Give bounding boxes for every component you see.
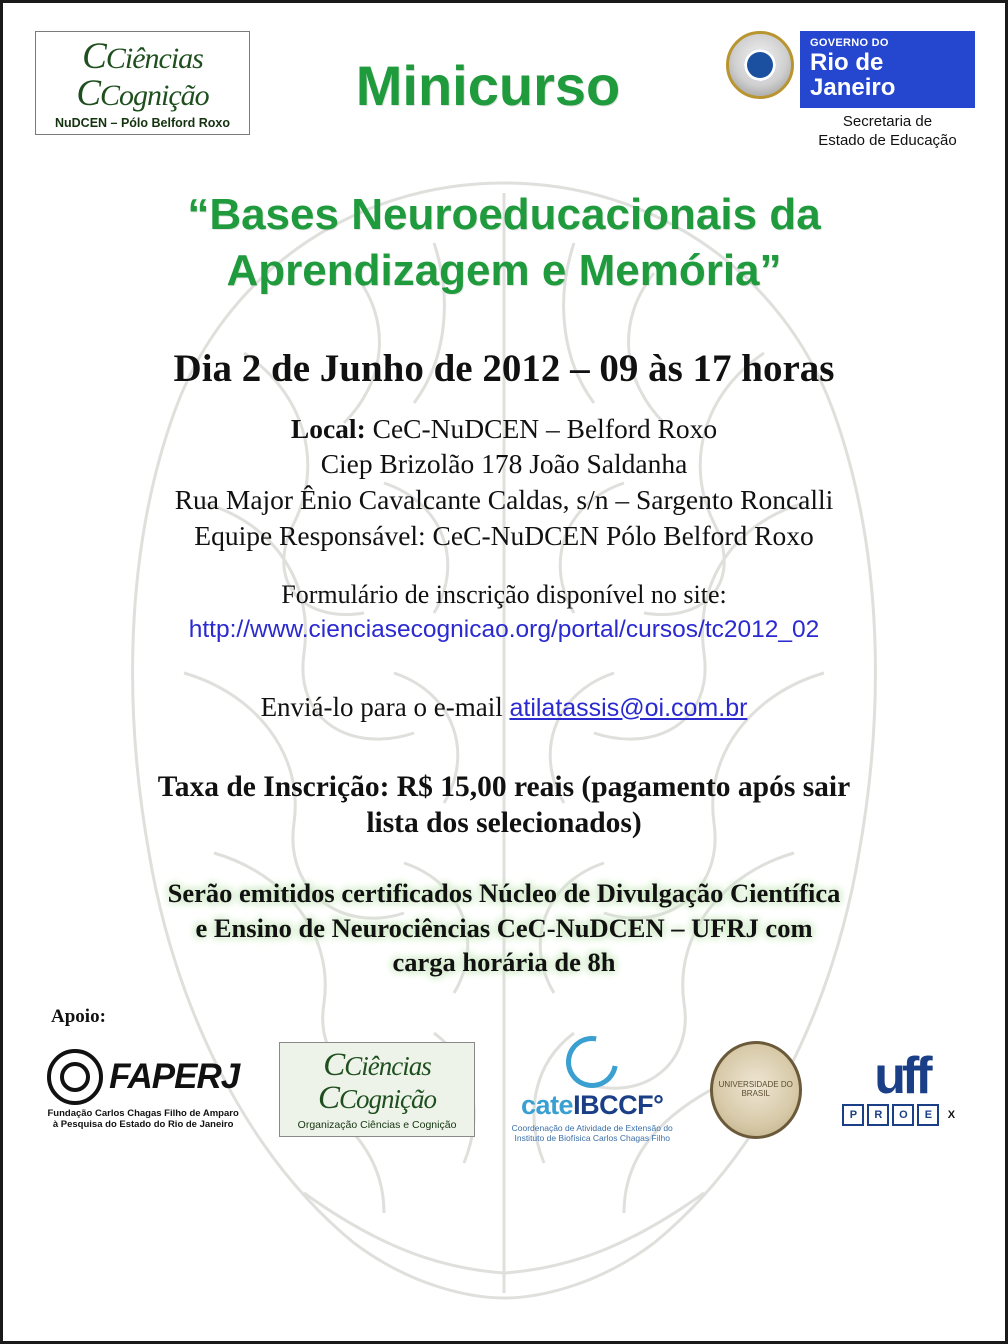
faperj-subtitle-line1: Fundação Carlos Chagas Filho de Amparo	[47, 1107, 239, 1119]
registration-fee-text	[53, 769, 955, 843]
cec-logo-line2: Cognição	[100, 79, 209, 112]
support-label: Apoio:	[51, 1005, 106, 1027]
sponsor-logos	[3, 1036, 1005, 1144]
send-email-instruction	[3, 692, 1005, 723]
proex-letter-r: R	[867, 1104, 889, 1126]
uff-proex-logo	[836, 1047, 967, 1126]
cc-org-line2: Cognição	[339, 1084, 437, 1115]
cate-subtitle-line1: Coordenação de Atividade de Extensão do	[511, 1122, 673, 1133]
event-date-line: Dia 2 de Junho de 2012 – 09 às 17 horas	[173, 346, 835, 390]
spiral-icon	[47, 1049, 103, 1105]
faperj-subtitle-line2: à Pesquisa do Estado do Rio de Janeiro	[52, 1119, 234, 1131]
poster-content	[3, 3, 1005, 1144]
certificate-text	[33, 876, 975, 979]
cc-org-subtitle: Organização Ciências e Cognição	[297, 1119, 457, 1132]
form-instruction: Formulário de inscrição disponível no site:	[281, 579, 727, 609]
proex-letter-e: E	[917, 1104, 939, 1126]
faperj-logo	[41, 1049, 245, 1131]
certificate-line-1: Serão emitidos certificados Núcleo de Divulgação Científica	[167, 878, 841, 909]
cec-logo-line1: Ciências	[105, 42, 203, 75]
cate-word-bold: IBCCF°	[573, 1089, 664, 1120]
government-logo-block	[726, 31, 975, 151]
certificate-line-3: carga horária de 8h	[392, 947, 616, 978]
cate-ibccf-logo	[509, 1036, 676, 1144]
secretaria-line2: Estado de Educação	[818, 132, 957, 150]
location-label: Local:	[290, 412, 366, 444]
ufrj-seal-label: UNIVERSIDADE DO BRASIL	[718, 1079, 793, 1098]
contact-email-link[interactable]: atilatassis@oi.com.br	[509, 693, 748, 722]
cc-org-line1: Ciências	[344, 1051, 431, 1082]
address-line-2: Rua Major Ênio Cavalcante Caldas, s/n – Sargento Roncalli	[174, 484, 834, 515]
cec-logo-mark: CCiências CCognição	[76, 36, 209, 114]
cec-logo-subtitle: NuDCEN – Pólo Belford Roxo	[54, 116, 230, 130]
team-line: Equipe Responsável: CeC-NuDCEN Pólo Belford Roxo	[194, 519, 814, 551]
location-line	[3, 411, 1005, 447]
proex-wordmark	[836, 1104, 967, 1126]
address-line-1: Ciep Brizolão 178 João Saldanha	[320, 448, 688, 480]
cc-org-logo-mark: CCiências CCognição	[318, 1047, 437, 1117]
course-title-line1: “Bases Neuroeducacionais da	[187, 189, 821, 239]
rio-crest-icon	[726, 31, 794, 99]
faperj-wordmark: FAPERJ	[109, 1056, 240, 1096]
cate-subtitle-line2: Instituto de Biofísica Carlos Chagas Filho	[514, 1133, 670, 1144]
ciencias-cognicao-org-logo	[279, 1042, 475, 1137]
secretaria-line1: Secretaria de	[842, 113, 933, 131]
proex-letter-o: O	[892, 1104, 914, 1126]
government-text-block	[800, 31, 975, 151]
fee-line-2: lista dos selecionados)	[366, 807, 642, 840]
proex-letter-p: P	[842, 1104, 864, 1126]
minicurso-title: Minicurso	[355, 54, 621, 117]
course-title	[43, 187, 965, 300]
registration-url-link[interactable]: http://www.cienciasecognicao.org/portal/cursos/tc2012_02	[188, 615, 820, 643]
proex-letter-x: X	[947, 1109, 956, 1122]
government-line2: Rio de Janeiro	[810, 49, 896, 102]
fee-line-1: Taxa de Inscrição: R$ 15,00 reais (pagamento após sair	[157, 770, 851, 803]
ring-icon	[556, 1025, 628, 1097]
location-value: CeC-NuDCEN – Belford Roxo	[365, 412, 718, 444]
government-flag	[800, 31, 975, 108]
secretaria-text	[800, 113, 975, 151]
poster-header	[3, 3, 1005, 151]
certificate-line-2: e Ensino de Neurociências CeC-NuDCEN – UFRJ com	[195, 912, 813, 943]
faperj-subtitle	[41, 1108, 245, 1131]
course-title-line2: Aprendizagem e Memória”	[226, 246, 782, 296]
government-line1: GOVERNO DO	[810, 37, 889, 49]
ufrj-seal-logo	[710, 1041, 802, 1139]
cec-nudcen-logo	[35, 31, 250, 135]
event-info-block	[3, 411, 1005, 554]
faperj-logo-top	[41, 1049, 245, 1105]
uff-wordmark: uff	[874, 1047, 929, 1106]
cate-subtitle	[509, 1123, 676, 1144]
cate-word-light: cate	[521, 1089, 574, 1120]
cate-wordmark	[509, 1090, 676, 1121]
send-email-prefix: Enviá-lo para o e-mail	[260, 691, 510, 722]
